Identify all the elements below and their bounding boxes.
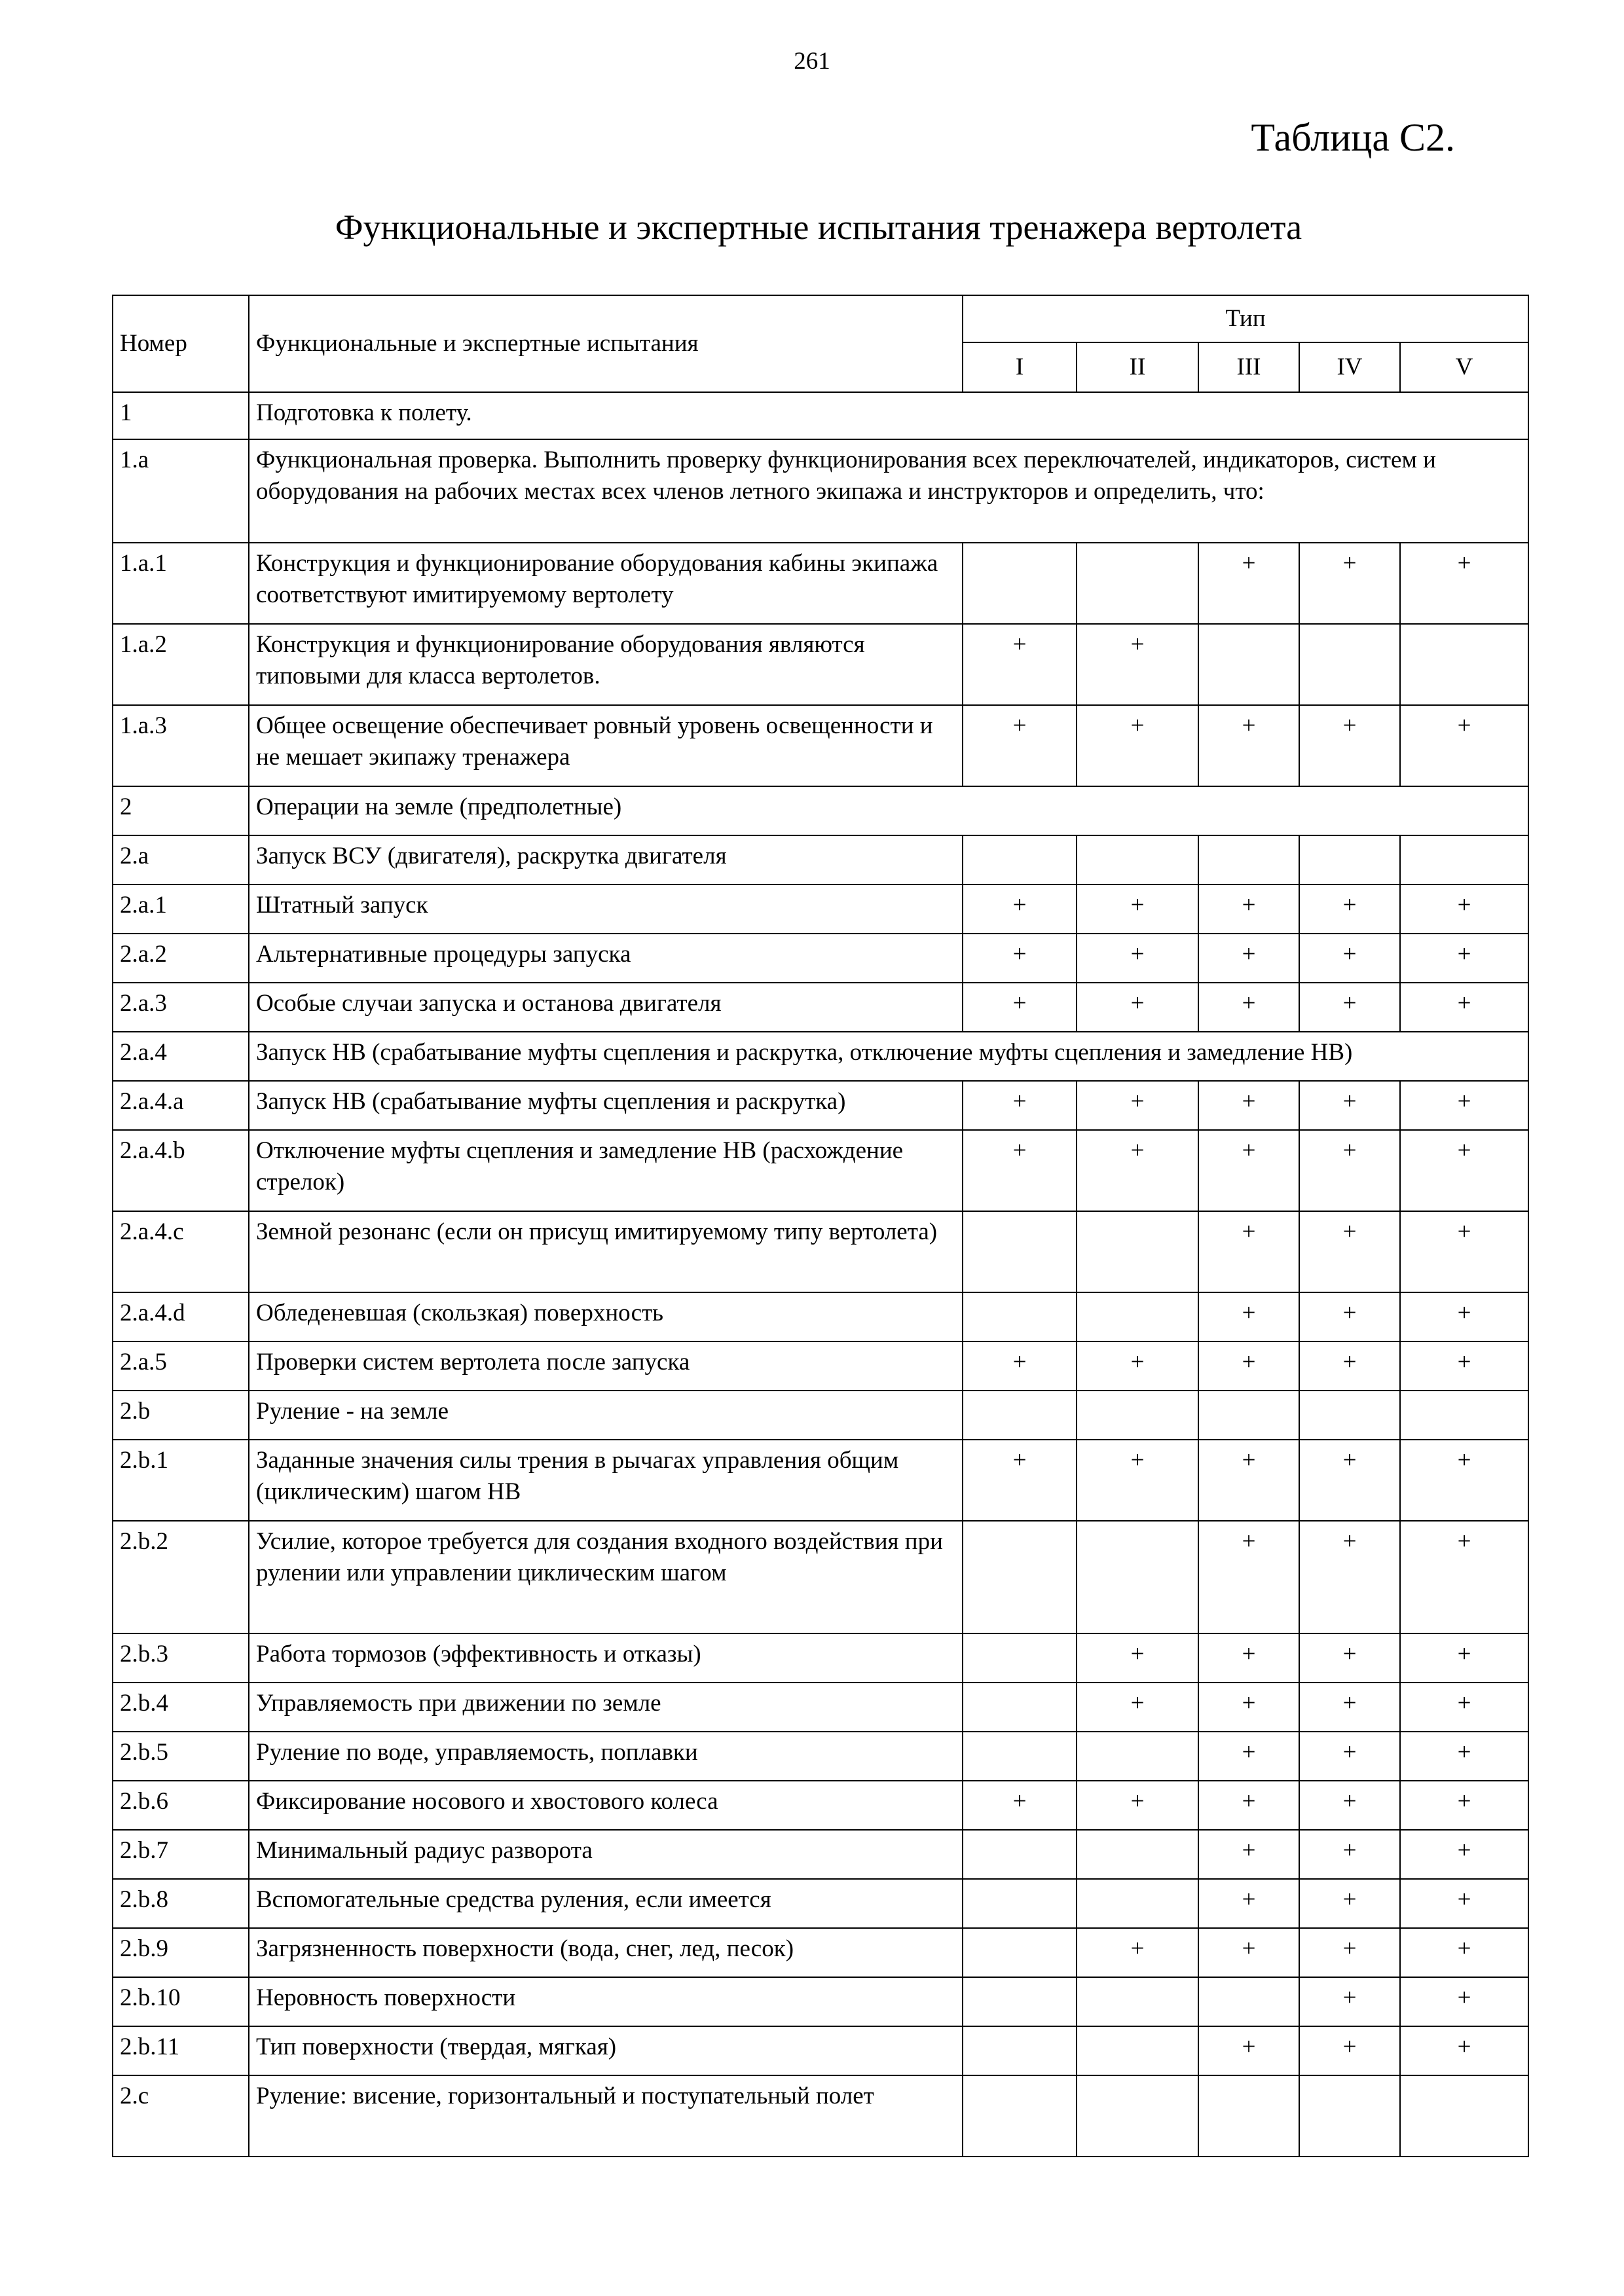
table-label: Таблица С2.: [1251, 116, 1455, 159]
table-row: [113, 1683, 1528, 1732]
type-mark-cell: [1077, 1521, 1198, 1633]
type-mark-cell: +: [1400, 705, 1528, 786]
row-description: Руление по воде, управляемость, поплавки: [249, 1732, 963, 1781]
type-mark-cell: [963, 1732, 1077, 1781]
type-mark-cell: +: [1077, 983, 1198, 1032]
type-mark-cell: +: [1299, 1781, 1400, 1830]
row-number: 2.a.4.b: [113, 1130, 249, 1211]
type-mark-cell: +: [1400, 1633, 1528, 1683]
type-mark-cell: [1400, 835, 1528, 884]
type-mark-cell: +: [1299, 1977, 1400, 2026]
table-body: [113, 392, 1528, 2157]
type-mark-cell: +: [1400, 2026, 1528, 2075]
type-mark-cell: +: [1299, 1081, 1400, 1130]
table-row: [113, 1521, 1528, 1633]
type-mark-cell: [1198, 835, 1299, 884]
type-mark-cell: +: [1400, 1130, 1528, 1211]
row-number: 2.a: [113, 835, 249, 884]
table-row: [113, 1781, 1528, 1830]
type-mark-cell: +: [1299, 1879, 1400, 1928]
type-mark-cell: [1077, 543, 1198, 624]
header-type-iv: IV: [1299, 342, 1400, 392]
row-number: 2.b.10: [113, 1977, 249, 2026]
type-mark-cell: [1077, 1879, 1198, 1928]
type-mark-cell: [1077, 1391, 1198, 1440]
row-description: Запуск НВ (срабатывание муфты сцепления и раскрутка, отключение муфты сцепления и замедление НВ): [249, 1032, 1528, 1081]
type-mark-cell: [963, 1292, 1077, 1341]
type-mark-cell: [963, 1391, 1077, 1440]
type-mark-cell: +: [1299, 2026, 1400, 2075]
type-mark-cell: [963, 2075, 1077, 2157]
row-number: 2.c: [113, 2075, 249, 2157]
table-row: [113, 1391, 1528, 1440]
type-mark-cell: +: [1299, 1292, 1400, 1341]
row-description: Запуск ВСУ (двигателя), раскрутка двигателя: [249, 835, 963, 884]
type-mark-cell: [963, 1211, 1077, 1292]
type-mark-cell: +: [1198, 1130, 1299, 1211]
type-mark-cell: +: [1299, 1830, 1400, 1879]
row-description: Общее освещение обеспечивает ровный уровень освещенности и не мешает экипажу тренажера: [249, 705, 963, 786]
type-mark-cell: [1077, 1830, 1198, 1879]
type-mark-cell: +: [963, 1341, 1077, 1391]
type-mark-cell: +: [1198, 1928, 1299, 1977]
type-mark-cell: +: [963, 1440, 1077, 1521]
table-row: [113, 1633, 1528, 1683]
row-number: 1.a.1: [113, 543, 249, 624]
table-row: [113, 543, 1528, 624]
table-row: [113, 1879, 1528, 1928]
table-row: [113, 884, 1528, 934]
type-mark-cell: +: [1077, 1341, 1198, 1391]
type-mark-cell: +: [1198, 705, 1299, 786]
row-number: 1: [113, 392, 249, 439]
type-mark-cell: +: [1299, 1928, 1400, 1977]
row-description: Тип поверхности (твердая, мягкая): [249, 2026, 963, 2075]
type-mark-cell: +: [1299, 1341, 1400, 1391]
header-type-i: I: [963, 342, 1077, 392]
table-row: [113, 2026, 1528, 2075]
type-mark-cell: +: [1400, 1341, 1528, 1391]
type-mark-cell: [1198, 1391, 1299, 1440]
type-mark-cell: +: [963, 705, 1077, 786]
type-mark-cell: +: [1077, 1440, 1198, 1521]
row-number: 2.b.1: [113, 1440, 249, 1521]
type-mark-cell: +: [1198, 1341, 1299, 1391]
table-row: [113, 1928, 1528, 1977]
type-mark-cell: +: [1198, 1292, 1299, 1341]
row-description: Альтернативные процедуры запуска: [249, 934, 963, 983]
type-mark-cell: +: [1077, 1928, 1198, 1977]
type-mark-cell: +: [1077, 884, 1198, 934]
row-number: 2.a.5: [113, 1341, 249, 1391]
row-number: 2: [113, 786, 249, 835]
type-mark-cell: [1077, 2075, 1198, 2157]
document-title: Функциональные и экспертные испытания тренажера вертолета: [335, 208, 1302, 247]
type-mark-cell: [1299, 835, 1400, 884]
row-description: Отключение муфты сцепления и замедление НВ (расхождение стрелок): [249, 1130, 963, 1211]
type-mark-cell: [963, 1879, 1077, 1928]
table-row: [113, 1211, 1528, 1292]
row-number: 2.a.2: [113, 934, 249, 983]
row-description: Функциональная проверка. Выполнить проверку функционирования всех переключателей, индикаторов, систем и оборудования на рабочих местах всех членов летного экипажа и инструкторов и определить, что:: [249, 439, 1528, 543]
type-mark-cell: +: [1198, 1521, 1299, 1633]
row-number: 2.b.9: [113, 1928, 249, 1977]
row-number: 2.b.5: [113, 1732, 249, 1781]
row-description: Работа тормозов (эффективность и отказы): [249, 1633, 963, 1683]
type-mark-cell: +: [963, 1081, 1077, 1130]
header-tests: Функциональные и экспертные испытания: [249, 295, 963, 392]
row-description: Загрязненность поверхности (вода, снег, лед, песок): [249, 1928, 963, 1977]
table-row: [113, 1440, 1528, 1521]
type-mark-cell: [963, 835, 1077, 884]
table-row: [113, 1732, 1528, 1781]
row-number: 1.a.2: [113, 624, 249, 705]
type-mark-cell: +: [1198, 1440, 1299, 1521]
row-number: 2.b: [113, 1391, 249, 1440]
table-row: [113, 439, 1528, 543]
row-number: 2.a.4.a: [113, 1081, 249, 1130]
type-mark-cell: [963, 1830, 1077, 1879]
type-mark-cell: +: [1400, 1830, 1528, 1879]
row-description: Обледеневшая (скользкая) поверхность: [249, 1292, 963, 1341]
type-mark-cell: +: [1400, 1977, 1528, 2026]
type-mark-cell: +: [1299, 1521, 1400, 1633]
row-description: Конструкция и функционирование оборудования кабины экипажа соответствуют имитируемому вертолету: [249, 543, 963, 624]
row-description: Управляемость при движении по земле: [249, 1683, 963, 1732]
table-row: [113, 392, 1528, 439]
tests-table: [112, 295, 1529, 2157]
type-mark-cell: [1198, 1977, 1299, 2026]
type-mark-cell: +: [1400, 1732, 1528, 1781]
type-mark-cell: +: [1400, 934, 1528, 983]
table-row: [113, 624, 1528, 705]
type-mark-cell: +: [1299, 934, 1400, 983]
type-mark-cell: +: [963, 934, 1077, 983]
type-mark-cell: +: [1400, 884, 1528, 934]
page-number: 261: [794, 48, 830, 75]
table-row: [113, 1341, 1528, 1391]
row-number: 2.b.6: [113, 1781, 249, 1830]
type-mark-cell: [1198, 624, 1299, 705]
type-mark-cell: [1077, 1977, 1198, 2026]
type-mark-cell: +: [963, 1781, 1077, 1830]
type-mark-cell: +: [1299, 705, 1400, 786]
type-mark-cell: +: [1198, 1081, 1299, 1130]
type-mark-cell: +: [1077, 624, 1198, 705]
row-number: 2.a.3: [113, 983, 249, 1032]
type-mark-cell: +: [1077, 1081, 1198, 1130]
type-mark-cell: [1077, 1732, 1198, 1781]
table-row: [113, 1032, 1528, 1081]
type-mark-cell: [1077, 2026, 1198, 2075]
type-mark-cell: +: [1299, 884, 1400, 934]
type-mark-cell: +: [1198, 1830, 1299, 1879]
type-mark-cell: [1299, 1391, 1400, 1440]
type-mark-cell: [1198, 2075, 1299, 2157]
table-row: [113, 1830, 1528, 1879]
type-mark-cell: +: [1299, 1211, 1400, 1292]
type-mark-cell: +: [1077, 934, 1198, 983]
type-mark-cell: +: [1198, 884, 1299, 934]
type-mark-cell: +: [963, 1130, 1077, 1211]
type-mark-cell: +: [1400, 1683, 1528, 1732]
header-type-v: V: [1400, 342, 1528, 392]
header-number: Номер: [113, 295, 249, 392]
type-mark-cell: +: [1077, 1781, 1198, 1830]
type-mark-cell: +: [1400, 1928, 1528, 1977]
row-description: Фиксирование носового и хвостового колеса: [249, 1781, 963, 1830]
type-mark-cell: [1400, 624, 1528, 705]
type-mark-cell: +: [1198, 934, 1299, 983]
type-mark-cell: +: [1198, 1211, 1299, 1292]
row-description: Заданные значения силы трения в рычагах управления общим (циклическим) шагом НВ: [249, 1440, 963, 1521]
type-mark-cell: +: [1299, 1130, 1400, 1211]
type-mark-cell: [963, 1928, 1077, 1977]
type-mark-cell: +: [1400, 1440, 1528, 1521]
type-mark-cell: +: [1198, 2026, 1299, 2075]
type-mark-cell: [963, 2026, 1077, 2075]
row-description: Операции на земле (предполетные): [249, 786, 1528, 835]
type-mark-cell: +: [1400, 543, 1528, 624]
type-mark-cell: +: [1299, 1683, 1400, 1732]
table-row: [113, 835, 1528, 884]
table-row: [113, 1081, 1528, 1130]
type-mark-cell: +: [963, 884, 1077, 934]
type-mark-cell: [1077, 835, 1198, 884]
type-mark-cell: [963, 1521, 1077, 1633]
type-mark-cell: +: [1299, 1732, 1400, 1781]
type-mark-cell: [1400, 1391, 1528, 1440]
table-row: [113, 1977, 1528, 2026]
row-number: 2.b.4: [113, 1683, 249, 1732]
type-mark-cell: +: [963, 983, 1077, 1032]
type-mark-cell: [963, 1633, 1077, 1683]
type-mark-cell: +: [1077, 1683, 1198, 1732]
type-mark-cell: +: [1400, 1292, 1528, 1341]
table-row: [113, 983, 1528, 1032]
type-mark-cell: +: [1198, 1633, 1299, 1683]
row-description: Неровность поверхности: [249, 1977, 963, 2026]
row-description: Подготовка к полету.: [249, 392, 1528, 439]
type-mark-cell: [963, 1977, 1077, 2026]
type-mark-cell: [1400, 2075, 1528, 2157]
row-number: 2.a.1: [113, 884, 249, 934]
header-type-iii: III: [1198, 342, 1299, 392]
type-mark-cell: +: [963, 624, 1077, 705]
row-description: Конструкция и функционирование оборудования являются типовыми для класса вертолетов.: [249, 624, 963, 705]
row-description: Усилие, которое требуется для создания входного воздействия при рулении или управлении циклическим шагом: [249, 1521, 963, 1633]
table-row: [113, 786, 1528, 835]
row-description: Земной резонанс (если он присущ имитируемому типу вертолета): [249, 1211, 963, 1292]
row-number: 2.b.3: [113, 1633, 249, 1683]
type-mark-cell: +: [1299, 983, 1400, 1032]
row-number: 2.b.7: [113, 1830, 249, 1879]
row-description: Запуск НВ (срабатывание муфты сцепления и раскрутка): [249, 1081, 963, 1130]
header-type-ii: II: [1077, 342, 1198, 392]
type-mark-cell: [1077, 1211, 1198, 1292]
row-number: 2.b.8: [113, 1879, 249, 1928]
type-mark-cell: +: [1400, 1521, 1528, 1633]
row-number: 1.a.3: [113, 705, 249, 786]
type-mark-cell: +: [1299, 543, 1400, 624]
type-mark-cell: +: [1198, 1781, 1299, 1830]
type-mark-cell: +: [1198, 1879, 1299, 1928]
row-description: Особые случаи запуска и останова двигателя: [249, 983, 963, 1032]
row-description: Вспомогательные средства руления, если имеется: [249, 1879, 963, 1928]
type-mark-cell: +: [1198, 543, 1299, 624]
row-description: Проверки систем вертолета после запуска: [249, 1341, 963, 1391]
type-mark-cell: +: [1198, 1732, 1299, 1781]
type-mark-cell: +: [1400, 983, 1528, 1032]
row-description: Минимальный радиус разворота: [249, 1830, 963, 1879]
type-mark-cell: [1299, 624, 1400, 705]
row-number: 2.a.4: [113, 1032, 249, 1081]
row-description: Штатный запуск: [249, 884, 963, 934]
row-number: 1.a: [113, 439, 249, 543]
row-description: Руление - на земле: [249, 1391, 963, 1440]
type-mark-cell: +: [1077, 1130, 1198, 1211]
type-mark-cell: +: [1400, 1781, 1528, 1830]
type-mark-cell: [963, 1683, 1077, 1732]
table-row: [113, 2075, 1528, 2157]
type-mark-cell: [1299, 2075, 1400, 2157]
type-mark-cell: +: [1198, 983, 1299, 1032]
header-type: Тип: [963, 295, 1528, 342]
table-row: [113, 705, 1528, 786]
type-mark-cell: +: [1198, 1683, 1299, 1732]
row-description: Руление: висение, горизонтальный и поступательный полет: [249, 2075, 963, 2157]
type-mark-cell: +: [1077, 705, 1198, 786]
table-row: [113, 934, 1528, 983]
type-mark-cell: +: [1400, 1211, 1528, 1292]
type-mark-cell: +: [1299, 1633, 1400, 1683]
type-mark-cell: +: [1400, 1879, 1528, 1928]
row-number: 2.a.4.d: [113, 1292, 249, 1341]
table-row: [113, 1292, 1528, 1341]
type-mark-cell: +: [1299, 1440, 1400, 1521]
row-number: 2.a.4.c: [113, 1211, 249, 1292]
row-number: 2.b.2: [113, 1521, 249, 1633]
table-row: [113, 1130, 1528, 1211]
type-mark-cell: [963, 543, 1077, 624]
type-mark-cell: +: [1077, 1633, 1198, 1683]
type-mark-cell: [1077, 1292, 1198, 1341]
row-number: 2.b.11: [113, 2026, 249, 2075]
type-mark-cell: +: [1400, 1081, 1528, 1130]
